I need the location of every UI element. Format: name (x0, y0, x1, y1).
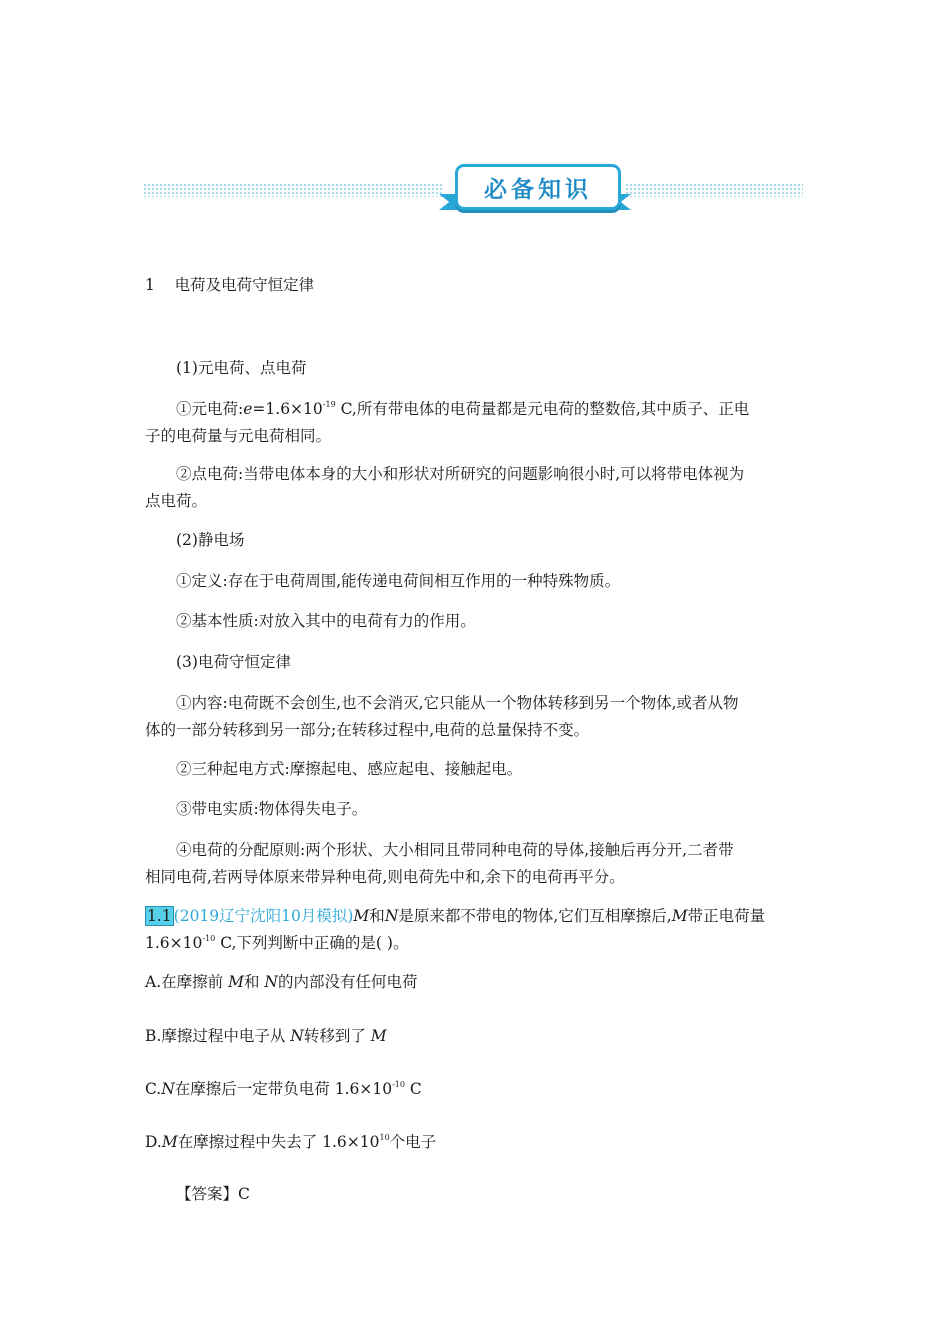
question-number: 1.1 (147, 907, 172, 925)
option-c: C.N在摩擦后一定带负电荷 $1.6\times 10^{-10}$ C (145, 1080, 422, 1098)
sub2-item2: ②基本性质:对放入其中的电荷有力的作用。 (176, 612, 476, 630)
sub3-item4: ④电荷的分配原则:两个形状、大小相同且带同种电荷的导体,接触后再分开,二者带 相同电荷,若两导体原来带异种电荷,则电荷先中和,余下的电荷再平分。 (145, 841, 734, 886)
banner-badge (445, 160, 625, 216)
option-b: B.摩擦过程中电子从 N转移到了 M (145, 1027, 387, 1045)
section-banner (140, 160, 810, 220)
section-heading: 1 电荷及电荷守恒定律 (145, 276, 315, 294)
sub1-item2: ②点电荷:当带电体本身的大小和形状对所研究的问题影响很小时,可以将带电体视为 点电荷。 (145, 465, 745, 510)
sub1-heading: (1)元电荷、点电荷 (176, 359, 307, 377)
sub3-item3: ③带电实质:物体得失电子。 (176, 800, 368, 818)
sub2-heading: (2)静电场 (176, 531, 245, 549)
sub3-item2: ②三种起电方式:摩擦起电、感应起电、接触起电。 (176, 760, 523, 778)
banner-title: 必备知识 (484, 176, 592, 203)
question-source: (2019辽宁沈阳10月模拟) (173, 907, 354, 925)
answer: 【答案】C (176, 1185, 250, 1203)
banner-title-box (455, 164, 621, 210)
banner-dots-right (625, 183, 803, 197)
question-stem: 1.1 (2019辽宁沈阳10月模拟)M和N是原来都不带电的物体,它们互相摩擦后,M带正电荷量 $1.6\times 10^{-10}$ C,下列判断中正确的是( )。 (145, 907, 766, 952)
sub3-heading: (3)电荷守恒定律 (176, 653, 291, 671)
option-d: D.M在摩擦过程中失去了 $1.6\times 10^{10}$个电子 (145, 1133, 437, 1151)
option-a: A.在摩擦前 M和 N的内部没有任何电荷 (145, 973, 418, 991)
sub3-item1: ①内容:电荷既不会创生,也不会消灭,它只能从一个物体转移到另一个物体,或者从物 体的一部分转移到另一部分;在转移过程中,电荷的总量保持不变。 (145, 694, 739, 739)
banner-dots-left (143, 183, 443, 197)
sub2-item1: ①定义:存在于电荷周围,能传递电荷间相互作用的一种特殊物质。 (176, 572, 621, 590)
sub1-item1: ①元电荷$:e=1.6\times 10^{-19}$ C,所有带电体的电荷量都是元电荷的整数倍,其中质子、正电 子的电荷量与元电荷相同。 (145, 400, 750, 445)
